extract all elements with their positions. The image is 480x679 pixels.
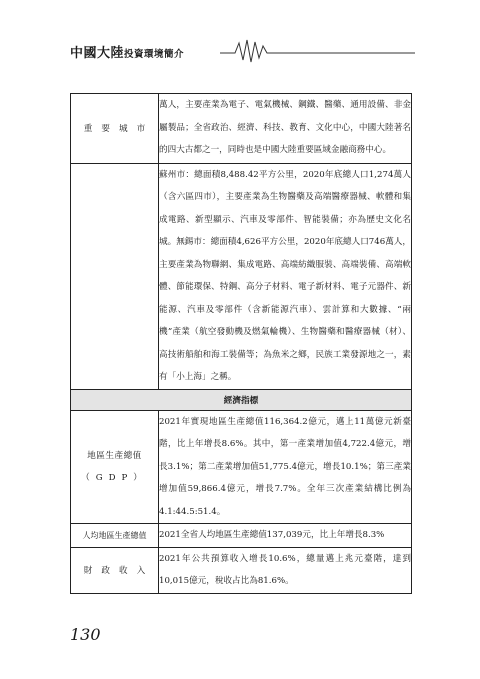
cities-label: 重要城市 <box>83 124 155 135</box>
cities-paragraph: 萬人，主要產業為電子、電氣機械、鋼鐵、醫藥、通用設備、非金屬製品；全省政治、經濟、科技、教育、文化中心，中國大陸著名的四大古都之一，同時也是中國大陸重要區域金融商務中心。 <box>159 100 411 155</box>
cities-content-cell <box>159 94 412 164</box>
cities-paragraph: 蘇州市：總面積8,488.42平方公里，2020年底總人口1,274萬人（含六區四市），主要產業為生物醫藥及高端醫療器械、軟體和集成電路、新型顯示、汽車及零部件、智能裝備；亦為歷史文化名城。無錫市：總面積4,626平方公里，2020年底總人口746萬人，主要產業為物聯網、集成電路、高端紡織服裝、高端裝備、高端軟體、節能環保、特鋼、高分子材料、電子新材料、電子元器件、新能源、汽車及零部件（含新能源汽車）、雲計算和大數據、“兩機”產業（航空發動機及燃氣輪機）、生物醫藥和醫療器械（材）、高技術船舶和海工裝備等；為魚米之鄉，民族工業發源地之一，素有「小上海」之稱。 <box>159 169 411 382</box>
gdp-label-cell <box>71 410 159 524</box>
cities-content-cell <box>159 163 412 389</box>
fiscal-label: 財政收入 <box>83 566 155 576</box>
cities-label-cell <box>71 94 159 164</box>
table-row <box>71 524 412 548</box>
percapita-text: 2021全省人均地區生產總值137,039元，比上年增長8.3% <box>159 530 385 540</box>
page-number: 130 <box>70 625 101 644</box>
header-title <box>70 42 184 61</box>
table-row <box>71 389 412 410</box>
page-header <box>70 36 415 66</box>
gdp-label-line2: （GDP） <box>81 472 148 483</box>
fiscal-label-cell <box>71 547 159 593</box>
table-row <box>71 547 412 593</box>
header-wave-decoration <box>220 36 415 64</box>
fiscal-content-cell <box>159 547 412 593</box>
fiscal-text: 2021年公共預算收入增長10.6%，總量邁上兆元臺階，達到10,015億元，稅收占比為81.6%。 <box>159 553 411 586</box>
table-row <box>71 410 412 524</box>
percapita-content-cell <box>159 524 412 548</box>
economic-indicators-heading: 經濟指標 <box>71 389 412 410</box>
gdp-label-line1: 地區生產總值 <box>87 450 142 461</box>
header-title-sub: 投資環境簡介 <box>124 49 185 60</box>
table-row <box>71 163 412 389</box>
gdp-text: 2021年實現地區生產總值116,364.2億元，邁上11萬億元新臺階，比上年增長8.6%。其中，第一產業增加值4,722.4億元，增長3.1%；第二產業增加值51,775.4億元，增長10.1%；第三產業增加值59,866.4億元，增長7.7%。全年三次產業結構比例為4.1:44.5:51.4。 <box>159 416 411 517</box>
cities-label-cell-continued <box>71 163 159 389</box>
info-table <box>70 93 412 594</box>
gdp-content-cell <box>159 410 412 524</box>
header-title-main: 中國大陸 <box>70 46 125 61</box>
percapita-label: 人均地區生產總值 <box>71 524 159 548</box>
table-row <box>71 94 412 164</box>
